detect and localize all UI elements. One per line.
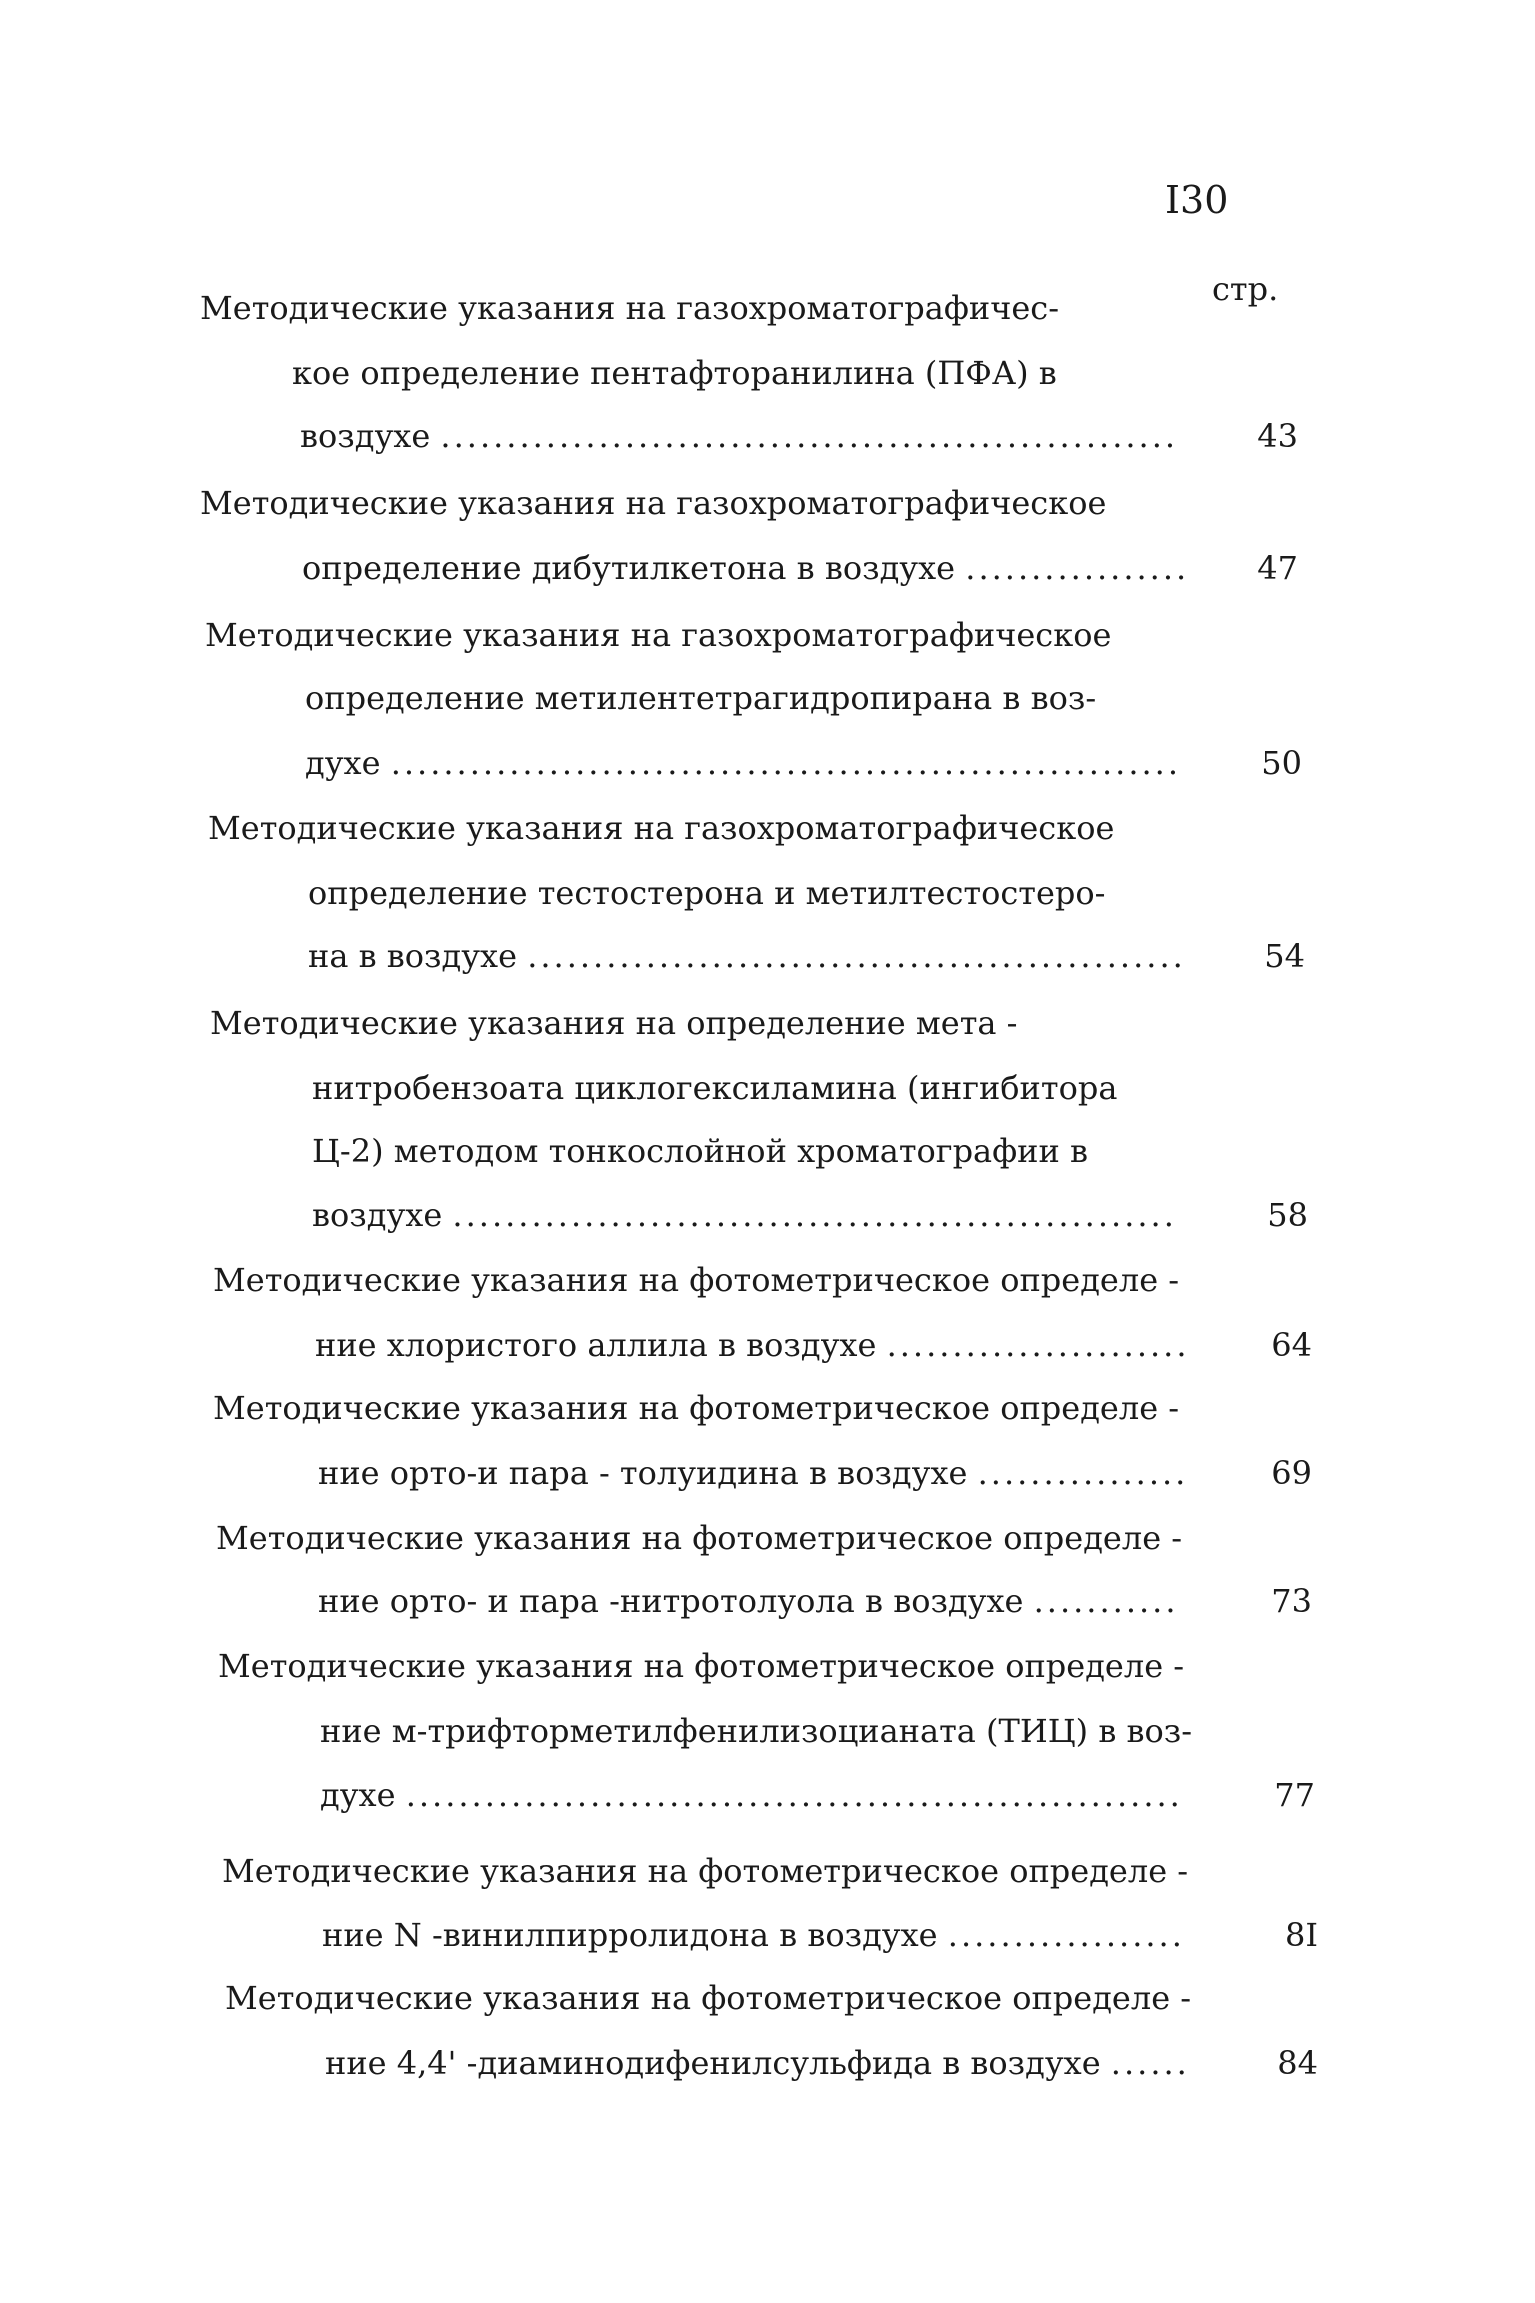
toc-entry-4-title-end: на в воздухе [308, 937, 528, 975]
toc-entry-5-line-1: Методические указания на определение мета - [210, 1004, 1018, 1042]
toc-entry-5-title-end: воздухе [312, 1196, 453, 1234]
toc-entry-10-title-end: ние N -винилпирролидона в воздухе [322, 1916, 948, 1954]
toc-entry-9-title-end: духе [320, 1776, 406, 1814]
page-number: I30 [1165, 178, 1229, 222]
toc-entry-10-line-1: Методические указания на фотометрическое определе - [222, 1852, 1189, 1890]
leader-dots: ....................... [886, 1326, 1190, 1364]
leader-dots: ........................................................ [440, 417, 1179, 455]
toc-entry-11-page: 84 [1277, 2044, 1318, 2082]
toc-entry-2-line-2 [302, 545, 1189, 591]
leader-dots: ................ [977, 1454, 1189, 1492]
toc-entry-1-line-3 [300, 413, 1178, 459]
toc-entry-4-line-3 [308, 933, 1186, 979]
toc-entry-5-page: 58 [1267, 1196, 1308, 1234]
toc-entry-11-line-1: Методические указания на фотометрическое определе - [225, 1979, 1192, 2017]
toc-entry-4-page: 54 [1264, 937, 1305, 975]
toc-entry-7-page: 69 [1271, 1454, 1312, 1492]
toc-entry-10-line-2 [322, 1912, 1185, 1958]
toc-entry-11-line-2 [325, 2040, 1190, 2086]
toc-entry-3-line-1: Методические указания на газохроматографическое [205, 616, 1112, 654]
toc-entry-2-line-1: Методические указания на газохроматографическое [200, 484, 1107, 522]
toc-entry-8-line-2 [318, 1578, 1179, 1624]
toc-entry-6-line-1: Методические указания на фотометрическое определе - [213, 1261, 1180, 1299]
toc-entry-3-title-end: духе [305, 744, 391, 782]
toc-entry-9-line-1: Методические указания на фотометрическое определе - [218, 1647, 1185, 1685]
toc-entry-1-line-2: кое определение пентафторанилина (ПФА) в [292, 354, 1057, 392]
leader-dots: .................................................. [527, 937, 1186, 975]
leader-dots: .................. [947, 1916, 1185, 1954]
toc-entry-8-page: 73 [1271, 1582, 1312, 1620]
toc-entry-10-page: 8I [1285, 1916, 1318, 1954]
toc-entry-6-title-end: ние хлористого аллила в воздухе [315, 1326, 887, 1364]
toc-entry-9-page: 77 [1274, 1776, 1315, 1814]
toc-entry-1-page: 43 [1257, 417, 1298, 455]
toc-entry-1-title-end: воздухе [300, 417, 441, 455]
leader-dots: ............................................................ [390, 744, 1181, 782]
toc-entry-3-line-2: определение метилентетрагидропирана в воз- [305, 679, 1097, 717]
toc-entry-8-line-1: Методические указания на фотометрическое определе - [216, 1519, 1183, 1557]
toc-entry-7-title-end: ние орто-и пара - толуидина в воздухе [318, 1454, 978, 1492]
toc-entry-2-page: 47 [1257, 549, 1298, 587]
leader-dots: ................. [965, 549, 1190, 587]
page-column-label: стр. [1212, 270, 1279, 308]
toc-entry-3-line-3 [305, 740, 1181, 786]
toc-entry-8-title-end: ние орто- и пара -нитротолуола в воздухе [318, 1582, 1034, 1620]
toc-entry-4-line-2: определение тестостерона и метилтестостеро- [308, 874, 1106, 912]
toc-entry-2-title-end: определение дибутилкетона в воздухе [302, 549, 966, 587]
toc-entry-9-line-3 [320, 1772, 1183, 1818]
toc-entry-6-line-2 [315, 1322, 1190, 1368]
toc-entry-5-line-4 [312, 1192, 1177, 1238]
toc-entry-3-page: 50 [1261, 744, 1302, 782]
toc-entry-6-page: 64 [1271, 1326, 1312, 1364]
toc-entry-5-line-3: Ц-2) методом тонкослойной хроматографии в [312, 1132, 1089, 1170]
toc-entry-7-line-1: Методические указания на фотометрическое определе - [213, 1389, 1180, 1427]
toc-entry-1-line-1: Методические указания на газохроматографичес- [200, 289, 1060, 327]
toc-entry-4-line-1: Методические указания на газохроматографическое [208, 809, 1115, 847]
leader-dots: ...... [1110, 2044, 1190, 2082]
toc-entry-7-line-2 [318, 1450, 1188, 1496]
toc-entry-9-line-2: ние м-трифторметилфенилизоцианата (ТИЦ) в воз- [320, 1712, 1193, 1750]
leader-dots: ........... [1033, 1582, 1179, 1620]
leader-dots: ........................................................... [405, 1776, 1183, 1814]
toc-entry-11-title-end: ние 4,4' -диаминодифенилсульфида в воздухе [325, 2044, 1111, 2082]
toc-entry-5-line-2: нитробензоата циклогексиламина (ингибитора [312, 1069, 1118, 1107]
leader-dots: ....................................................... [452, 1196, 1177, 1234]
